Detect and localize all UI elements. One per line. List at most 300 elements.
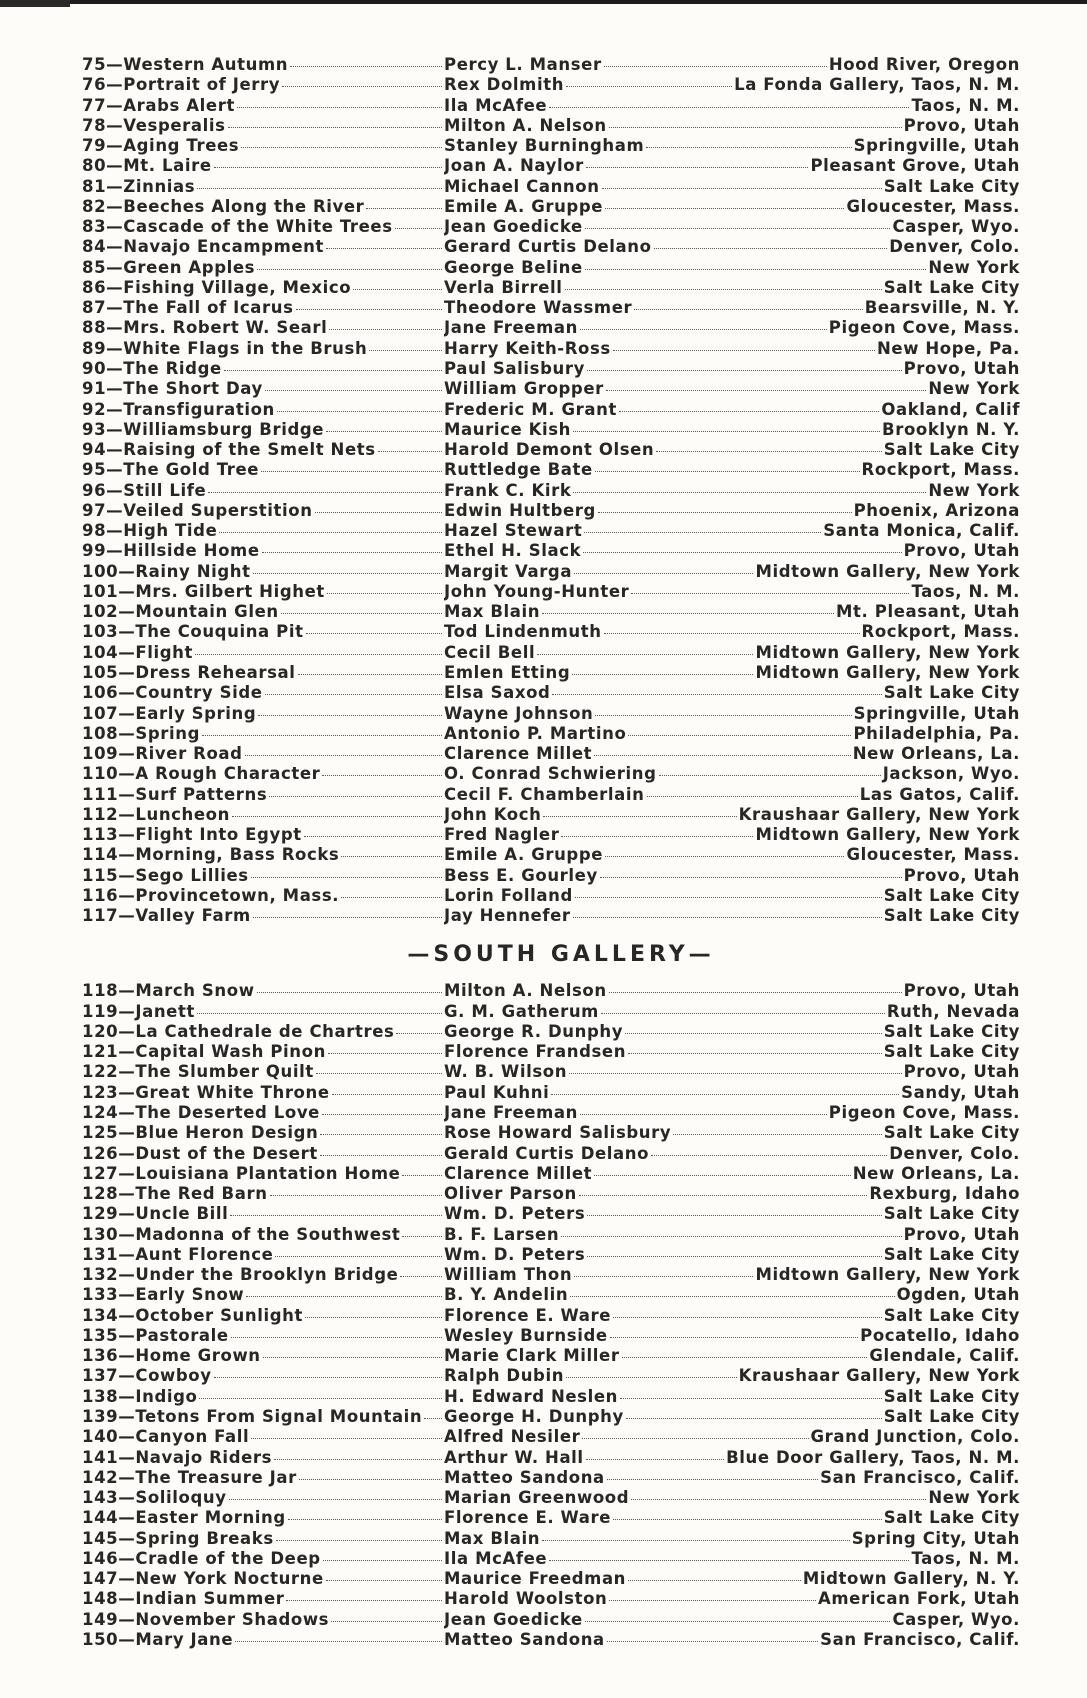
entry-dash: — (118, 804, 136, 824)
entry-dash: — (106, 136, 124, 156)
catalog-entry (82, 197, 1020, 217)
entry-artist: Ila McAfee (444, 95, 548, 115)
entry-title: Pastorale (135, 1325, 229, 1345)
entry-location: Taos, N. M. (911, 95, 1020, 115)
entry-artist: George H. Dunphy (444, 1407, 624, 1426)
entry-artist: Wm. D. Peters (444, 1204, 586, 1224)
dot-leader (654, 248, 888, 249)
entry-right-column (444, 562, 1020, 582)
dot-leader (253, 917, 442, 918)
dot-leader (366, 208, 442, 209)
entry-dash: — (106, 541, 124, 561)
dot-leader (195, 654, 442, 655)
entry-location: Pleasant Grove, Utah (810, 156, 1020, 176)
dot-leader (574, 573, 753, 574)
dot-leader (620, 1398, 882, 1399)
dot-leader (251, 1438, 442, 1439)
entry-number: 78 (82, 115, 107, 135)
entry-location: Salt Lake City (883, 683, 1020, 703)
entry-dash: — (118, 1508, 136, 1528)
entry-dash: — (118, 1488, 136, 1508)
entry-number: 89 (82, 338, 107, 358)
dot-leader (580, 329, 827, 330)
catalog-entry (82, 1245, 1020, 1265)
entry-dash: — (118, 1062, 136, 1082)
catalog-entry (82, 1346, 1020, 1366)
entry-location: Casper, Wyo. (892, 1609, 1020, 1629)
catalog-entry (82, 643, 1020, 663)
catalog-entry (82, 1285, 1020, 1305)
catalog-entry (82, 298, 1020, 318)
entry-number: 105 (82, 662, 119, 682)
entry-location: Santa Monica, Calif. (823, 521, 1020, 541)
catalog-entry (82, 217, 1020, 237)
entry-artist: Oliver Parson (444, 1184, 577, 1204)
north-gallery-list (82, 55, 1020, 926)
entry-right-column (444, 318, 1020, 338)
dot-leader (586, 1459, 724, 1460)
dot-leader (622, 1357, 868, 1358)
entry-number: 141 (82, 1447, 119, 1467)
entry-title: New York Nocturne (135, 1569, 324, 1589)
entry-right-column (444, 1103, 1020, 1123)
entry-dash: — (118, 1548, 136, 1568)
entry-right-column (444, 339, 1020, 359)
dot-leader (214, 167, 442, 168)
dot-leader (286, 1600, 442, 1601)
entry-title: Spring Breaks (135, 1528, 274, 1548)
entry-left-column (82, 1346, 444, 1366)
entry-left-column (82, 217, 444, 237)
entry-number: 97 (82, 500, 107, 520)
entry-left-column (82, 1245, 444, 1265)
entry-title: March Snow (135, 981, 255, 1001)
entry-right-column (444, 622, 1020, 642)
entry-left-column (82, 1285, 444, 1305)
entry-left-column (82, 805, 444, 825)
catalog-entry (82, 744, 1020, 764)
entry-title: The Fall of Icarus (123, 298, 294, 318)
catalog-entry (82, 602, 1020, 622)
entry-artist: George R. Dunphy (444, 1021, 624, 1041)
entry-dash: — (118, 1386, 136, 1406)
catalog-entry (82, 258, 1020, 278)
entry-location: New Hope, Pa. (877, 338, 1020, 358)
dot-leader (628, 1580, 801, 1581)
dot-leader (208, 492, 442, 493)
entry-title: Aging Trees (123, 136, 240, 156)
entry-right-column (444, 1062, 1020, 1082)
catalog-entry (82, 237, 1020, 257)
dot-leader (542, 1540, 850, 1541)
dot-leader (582, 1438, 808, 1439)
dot-leader (549, 1560, 909, 1561)
dot-leader (585, 269, 927, 270)
entry-number: 137 (82, 1366, 119, 1386)
entry-artist: Florence E. Ware (444, 1305, 612, 1325)
catalog-entry (82, 1630, 1020, 1650)
catalog-entry (82, 359, 1020, 379)
entry-title: Louisiana Plantation Home (135, 1163, 401, 1183)
entry-right-column (444, 1326, 1020, 1346)
entry-location: New Orleans, La. (852, 744, 1020, 764)
entry-title: High Tide (123, 521, 218, 541)
entry-number: 82 (82, 196, 107, 216)
entry-artist: Jean Goedicke (444, 1609, 583, 1629)
entry-location: Kraushaar Gallery, New York (738, 804, 1020, 824)
dot-leader (315, 512, 442, 513)
dot-leader (610, 1337, 858, 1338)
entry-location: Gloucester, Mass. (846, 196, 1020, 216)
entry-artist: Arthur W. Hall (444, 1447, 584, 1467)
entry-right-column (444, 96, 1020, 116)
entry-location: Salt Lake City (883, 1386, 1020, 1406)
entry-location: Taos, N. M. (911, 581, 1020, 601)
entry-artist: Marian Greenwood (444, 1488, 630, 1508)
entry-artist: Margit Varga (444, 561, 573, 581)
entry-left-column (82, 1468, 444, 1488)
entry-title: Western Autumn (123, 55, 289, 74)
entry-artist: Elsa Saxod (444, 683, 551, 703)
dot-leader (326, 431, 442, 432)
entry-left-column (82, 1062, 444, 1082)
entry-dash: — (118, 1103, 136, 1123)
entry-left-column (82, 582, 444, 602)
entry-artist: Ethel H. Slack (444, 541, 582, 561)
entry-left-column (82, 379, 444, 399)
catalog-entry (82, 481, 1020, 501)
entry-right-column (444, 541, 1020, 561)
entry-number: 133 (82, 1285, 119, 1305)
entry-left-column (82, 724, 444, 744)
entry-right-column (444, 1549, 1020, 1569)
entry-number: 102 (82, 602, 119, 622)
catalog-entry (82, 1265, 1020, 1285)
entry-artist: Milton A. Nelson (444, 981, 607, 1001)
dot-leader (604, 66, 827, 67)
entry-dash: — (106, 237, 124, 257)
dot-leader (253, 573, 442, 574)
entry-artist: Wm. D. Peters (444, 1244, 586, 1264)
entry-right-column (444, 1569, 1020, 1589)
entry-title: Morning, Bass Rocks (135, 845, 340, 865)
entry-number: 98 (82, 521, 107, 541)
entry-right-column (444, 359, 1020, 379)
entry-dash: — (106, 338, 124, 358)
entry-left-column (82, 55, 444, 75)
entry-title: Under the Brooklyn Bridge (135, 1265, 399, 1285)
entry-dash: — (118, 845, 136, 865)
entry-right-column (444, 906, 1020, 926)
dot-leader (320, 1134, 442, 1135)
entry-left-column (82, 825, 444, 845)
entry-left-column (82, 1083, 444, 1103)
entry-artist: Harold Demont Olsen (444, 440, 655, 460)
dot-leader (587, 1215, 882, 1216)
entry-dash: — (106, 95, 124, 115)
catalog-entry (82, 420, 1020, 440)
entry-number: 88 (82, 318, 107, 338)
catalog-entry (82, 1529, 1020, 1549)
entry-number: 103 (82, 622, 119, 642)
entry-location: Hood River, Oregon (828, 55, 1020, 74)
entry-number: 144 (82, 1508, 119, 1528)
entry-number: 129 (82, 1204, 119, 1224)
entry-right-column (444, 75, 1020, 95)
entry-artist: Harry Keith-Ross (444, 338, 611, 358)
entry-number: 136 (82, 1346, 119, 1366)
entry-title: Williamsburg Bridge (123, 419, 325, 439)
dot-leader (231, 1337, 442, 1338)
entry-location: Jackson, Wyo. (882, 764, 1020, 784)
entry-artist: Gerard Curtis Delano (444, 237, 652, 257)
entry-title: Early Spring (135, 703, 257, 723)
entry-dash: — (118, 1184, 136, 1204)
entry-location: New York (928, 1488, 1020, 1508)
dot-leader (395, 228, 442, 229)
entry-artist: Gerald Curtis Delano (444, 1143, 650, 1163)
entry-location: Brooklyn N. Y. (882, 419, 1020, 439)
entry-number: 80 (82, 156, 107, 176)
entry-title: The Red Barn (135, 1184, 268, 1204)
entry-right-column (444, 1468, 1020, 1488)
dot-leader (378, 451, 442, 452)
entry-left-column (82, 298, 444, 318)
entry-dash: — (118, 1244, 136, 1264)
entry-location: Blue Door Gallery, Taos, N. M. (726, 1447, 1020, 1467)
catalog-entry (82, 1610, 1020, 1630)
entry-dash: — (118, 1204, 136, 1224)
entry-number: 126 (82, 1143, 119, 1163)
entry-right-column (444, 1589, 1020, 1609)
dot-leader (584, 532, 821, 533)
entry-right-column (444, 1366, 1020, 1386)
dot-leader (587, 370, 902, 371)
entry-number: 125 (82, 1123, 119, 1143)
entry-left-column (82, 258, 444, 278)
entry-dash: — (118, 1021, 136, 1041)
dot-leader (219, 532, 442, 533)
entry-right-column (444, 643, 1020, 663)
entry-dash: — (106, 277, 124, 297)
dot-leader (573, 492, 926, 493)
entry-title: Indian Summer (135, 1589, 285, 1609)
entry-right-column (444, 481, 1020, 501)
dot-leader (651, 1155, 887, 1156)
entry-left-column (82, 1529, 444, 1549)
entry-location: Ogden, Utah (896, 1285, 1020, 1305)
dot-leader (263, 1357, 442, 1358)
entry-artist: Ruttledge Bate (444, 460, 593, 480)
entry-title: Cradle of the Deep (135, 1548, 321, 1568)
entry-right-column (444, 1184, 1020, 1204)
catalog-entry (82, 1589, 1020, 1609)
entry-location: Kraushaar Gallery, New York (738, 1366, 1020, 1386)
entry-artist: Emile A. Gruppe (444, 196, 604, 216)
entry-right-column (444, 1610, 1020, 1630)
entry-dash: — (106, 500, 124, 520)
entry-right-column (444, 1042, 1020, 1062)
dot-leader (573, 431, 880, 432)
entry-left-column (82, 156, 444, 176)
entry-dash: — (118, 723, 136, 743)
entry-location: Spring City, Utah (851, 1528, 1020, 1548)
dot-leader (265, 390, 442, 391)
entry-location: Provo, Utah (903, 981, 1020, 1001)
entry-number: 149 (82, 1609, 119, 1629)
entry-title: The Ridge (123, 358, 222, 378)
entry-number: 114 (82, 845, 119, 865)
dot-leader (326, 248, 442, 249)
entry-location: Salt Lake City (883, 1305, 1020, 1325)
entry-location: Philadelphia, Pa. (853, 723, 1020, 743)
entry-title: October Sunlight (135, 1305, 304, 1325)
entry-right-column (444, 1204, 1020, 1224)
entry-dash: — (106, 399, 124, 419)
entry-right-column (444, 1265, 1020, 1285)
catalog-entry (82, 156, 1020, 176)
entry-dash: — (106, 379, 124, 399)
dot-leader (585, 228, 891, 229)
catalog-entry (82, 1002, 1020, 1022)
entry-location: Denver, Colo. (889, 237, 1020, 257)
entry-number: 132 (82, 1265, 119, 1285)
entry-location: Salt Lake City (883, 1508, 1020, 1528)
entry-right-column (444, 1387, 1020, 1407)
entry-location: Provo, Utah (903, 541, 1020, 561)
entry-artist: George Beline (444, 257, 583, 277)
entry-location: Midtown Gallery, N. Y. (802, 1569, 1020, 1589)
dot-leader (322, 775, 442, 776)
entry-right-column (444, 1630, 1020, 1650)
entry-dash: — (118, 1285, 136, 1305)
entry-number: 96 (82, 480, 107, 500)
entry-location: New York (928, 257, 1020, 277)
catalog-entry (82, 622, 1020, 642)
dot-leader (269, 796, 442, 797)
entry-right-column (444, 197, 1020, 217)
entry-right-column (444, 1448, 1020, 1468)
entry-right-column (444, 704, 1020, 724)
dot-leader (328, 1053, 442, 1054)
dot-leader (299, 1479, 442, 1480)
entry-number: 123 (82, 1082, 119, 1102)
entry-artist: Michael Cannon (444, 176, 600, 196)
entry-number: 128 (82, 1184, 119, 1204)
entry-right-column (444, 420, 1020, 440)
catalog-entry (82, 663, 1020, 683)
dot-leader (322, 1114, 442, 1115)
entry-location: Rexburg, Idaho (869, 1184, 1020, 1204)
entry-title: Zinnias (123, 176, 196, 196)
entry-location: Taos, N. M. (911, 1548, 1020, 1568)
entry-right-column (444, 116, 1020, 136)
dot-leader (275, 1256, 442, 1257)
entry-artist: Edwin Hultberg (444, 500, 596, 520)
entry-dash: — (118, 1609, 136, 1629)
entry-title: Vesperalis (123, 115, 226, 135)
entry-left-column (82, 541, 444, 561)
entry-left-column (82, 1427, 444, 1447)
dot-leader (316, 1073, 442, 1074)
entry-location: Midtown Gallery, New York (755, 825, 1020, 845)
dot-leader (659, 775, 881, 776)
dot-leader (595, 471, 860, 472)
catalog-entry (82, 177, 1020, 197)
entry-dash: — (118, 1265, 136, 1285)
dot-leader (628, 1053, 882, 1054)
entry-title: Easter Morning (135, 1508, 286, 1528)
entry-dash: — (106, 217, 124, 237)
entry-title: Navajo Encampment (123, 237, 325, 257)
entry-title: Green Apples (123, 257, 256, 277)
dot-leader (202, 735, 442, 736)
dot-leader (257, 269, 442, 270)
entry-number: 101 (82, 581, 119, 601)
entry-number: 76 (82, 75, 107, 95)
entry-artist: Paul Kuhni (444, 1082, 550, 1102)
entry-artist: Maurice Kish (444, 419, 572, 439)
entry-dash: — (118, 825, 136, 845)
entry-number: 108 (82, 723, 119, 743)
entry-location: Springville, Utah (853, 136, 1020, 156)
dot-leader (673, 1134, 882, 1135)
entry-title: Arabs Alert (123, 95, 235, 115)
entry-right-column (444, 602, 1020, 622)
dot-leader (574, 1276, 753, 1277)
catalog-entry (82, 1022, 1020, 1042)
entry-artist: Wayne Johnson (444, 703, 594, 723)
entry-title: Capital Wash Pinon (135, 1042, 326, 1062)
dot-leader (605, 856, 844, 857)
dot-leader (400, 1276, 442, 1277)
entry-dash: — (106, 440, 124, 460)
entry-dash: — (118, 981, 136, 1001)
catalog-entry (82, 562, 1020, 582)
dot-leader (402, 1175, 442, 1176)
entry-left-column (82, 981, 444, 1001)
entry-artist: Wesley Burnside (444, 1325, 608, 1345)
entry-artist: William Gropper (444, 379, 604, 399)
entry-dash: — (118, 1629, 136, 1649)
entry-dash: — (118, 1569, 136, 1589)
catalog-entry (82, 96, 1020, 116)
entry-dash: — (118, 561, 136, 581)
entry-right-column (444, 1245, 1020, 1265)
catalog-entry (82, 379, 1020, 399)
entry-number: 77 (82, 95, 107, 115)
entry-left-column (82, 400, 444, 420)
entry-dash: — (106, 298, 124, 318)
entry-location: Midtown Gallery, New York (755, 662, 1020, 682)
entry-left-column (82, 1407, 444, 1427)
catalog-entry (82, 501, 1020, 521)
catalog-entry (82, 1225, 1020, 1245)
dot-leader (290, 66, 442, 67)
entry-right-column (444, 785, 1020, 805)
dot-leader (320, 1155, 442, 1156)
entry-location: New York (928, 480, 1020, 500)
catalog-entry (82, 1468, 1020, 1488)
catalog-entry (82, 55, 1020, 75)
catalog-entry (82, 460, 1020, 480)
catalog-entry (82, 278, 1020, 298)
entry-location: Salt Lake City (883, 1407, 1020, 1426)
entry-location: Salt Lake City (883, 277, 1020, 297)
entry-location: San Francisco, Calif. (820, 1629, 1020, 1649)
dot-leader (613, 350, 875, 351)
entry-artist: Rose Howard Salisbury (444, 1123, 672, 1143)
